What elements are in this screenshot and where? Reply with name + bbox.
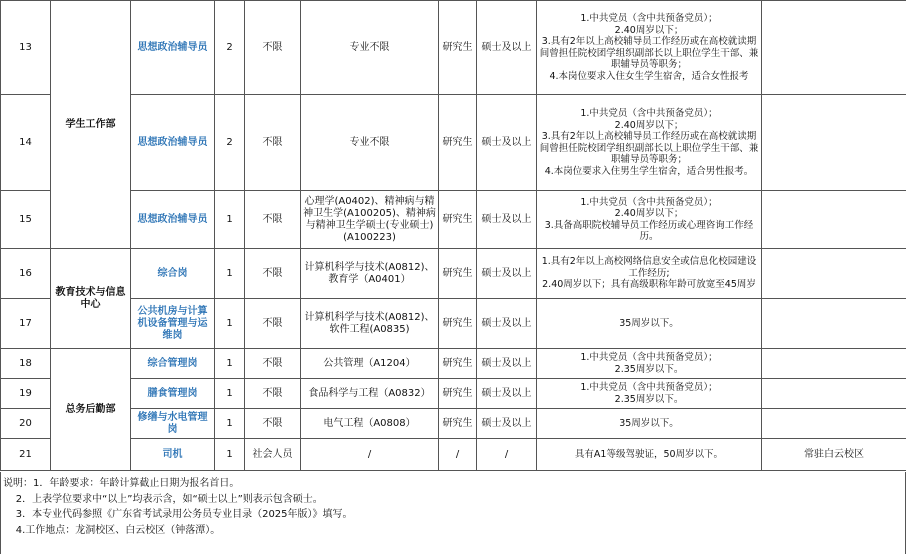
remarks <box>762 1 906 95</box>
requirements: 1.中共党员（含中共预备党员）； 2.35周岁以下。 <box>537 379 762 409</box>
remarks <box>762 379 906 409</box>
requirements: 1.具有2年以上高校网络信息安全或信息化校园建设工作经历; 2.40周岁以下；具有高级职称年龄可放宽至45周岁 <box>537 249 762 299</box>
remarks <box>762 191 906 249</box>
department: 总务后勤部 <box>51 349 131 471</box>
requirements: 1.中共党员（含中共预备党员）； 2.40周岁以下； 3.具有2年以上高校辅导员工作经历或在高校就读期间曾担任院校团学组织副部长以上职位学生干部、兼职辅导员等职务； 4.本岗位要求入住女生学生宿舍，适合女性报考 <box>537 1 762 95</box>
headcount: 1 <box>215 191 245 249</box>
table-row <box>1 349 906 379</box>
position-name: 思想政治辅导员 <box>131 1 215 95</box>
candidate-source: 不限 <box>245 191 301 249</box>
major: 专业不限 <box>301 1 439 95</box>
row-number: 14 <box>1 95 51 191</box>
education: 研究生 <box>439 249 477 299</box>
table-row <box>1 191 906 249</box>
remarks <box>762 299 906 349</box>
headcount: 2 <box>215 95 245 191</box>
department: 教育技术与信息中心 <box>51 249 131 349</box>
requirements: 35周岁以下。 <box>537 299 762 349</box>
major: 专业不限 <box>301 95 439 191</box>
major: 心理学(A0402)、精神病与精神卫生学(A100205)、精神病与精神卫生学硕士(专业硕士)(A100223) <box>301 191 439 249</box>
row-number: 19 <box>1 379 51 409</box>
degree: 硕士及以上 <box>477 249 537 299</box>
major: 食品科学与工程（A0832） <box>301 379 439 409</box>
note-line: 2．上表学位要求中“以上”均表示含，如“硕士以上”则表示包含硕士。 <box>3 493 323 505</box>
department: 学生工作部 <box>51 1 131 249</box>
remarks <box>762 349 906 379</box>
row-number: 20 <box>1 409 51 439</box>
headcount: 2 <box>215 1 245 95</box>
table-row <box>1 439 906 471</box>
table-row <box>1 299 906 349</box>
remarks: 常驻白云校区 <box>762 439 906 471</box>
row-number: 13 <box>1 1 51 95</box>
major: 计算机科学与技术(A0812)、教育学（A0401） <box>301 249 439 299</box>
table-row <box>1 1 906 95</box>
position-name: 思想政治辅导员 <box>131 191 215 249</box>
education: 研究生 <box>439 349 477 379</box>
candidate-source: 不限 <box>245 95 301 191</box>
major: 电气工程（A0808） <box>301 409 439 439</box>
degree: 硕士及以上 <box>477 379 537 409</box>
note-line: 3．本专业代码参照《广东省考试录用公务员专业目录（2025年版）》填写。 <box>3 509 353 520</box>
note-line: 4.工作地点：龙洞校区、白云校区（钟落潭）。 <box>3 524 221 536</box>
major: 计算机科学与技术(A0812)、软件工程(A0835) <box>301 299 439 349</box>
requirements: 35周岁以下。 <box>537 409 762 439</box>
education: 研究生 <box>439 299 477 349</box>
education: 研究生 <box>439 95 477 191</box>
requirements: 1.中共党员（含中共预备党员）； 2.40周岁以下； 3.具备高职院校辅导员工作经历或心理咨询工作经历。 <box>537 191 762 249</box>
education: 研究生 <box>439 191 477 249</box>
headcount: 1 <box>215 349 245 379</box>
table-row <box>1 409 906 439</box>
position-name: 综合岗 <box>131 249 215 299</box>
degree: 硕士及以上 <box>477 409 537 439</box>
remarks <box>762 249 906 299</box>
position-name: 修缮与水电管理岗 <box>131 409 215 439</box>
candidate-source: 不限 <box>245 299 301 349</box>
degree: 硕士及以上 <box>477 349 537 379</box>
position-name: 司机 <box>131 439 215 471</box>
table-row <box>1 95 906 191</box>
degree: / <box>477 439 537 471</box>
candidate-source: 不限 <box>245 249 301 299</box>
requirements: 具有A1等级驾驶证，50周岁以下。 <box>537 439 762 471</box>
major: / <box>301 439 439 471</box>
education: 研究生 <box>439 379 477 409</box>
position-name: 综合管理岗 <box>131 349 215 379</box>
position-name: 公共机房与计算机设备管理与运维岗 <box>131 299 215 349</box>
position-name: 思想政治辅导员 <box>131 95 215 191</box>
table-row <box>1 249 906 299</box>
row-number: 21 <box>1 439 51 471</box>
candidate-source: 社会人员 <box>245 439 301 471</box>
remarks <box>762 95 906 191</box>
row-number: 16 <box>1 249 51 299</box>
note-line: 说明：1．年龄要求：年龄计算截止日期为报名首日。 <box>3 478 240 489</box>
remarks <box>762 409 906 439</box>
candidate-source: 不限 <box>245 349 301 379</box>
candidate-source: 不限 <box>245 1 301 95</box>
table-row <box>1 379 906 409</box>
education: / <box>439 439 477 471</box>
requirements: 1.中共党员（含中共预备党员）； 2.35周岁以下。 <box>537 349 762 379</box>
headcount: 1 <box>215 249 245 299</box>
notes-section <box>0 472 906 554</box>
candidate-source: 不限 <box>245 379 301 409</box>
requirements: 1.中共党员（含中共预备党员）； 2.40周岁以下； 3.具有2年以上高校辅导员工作经历或在高校就读期间曾担任院校团学组织副部长以上职位学生干部、兼职辅导员等职务； 4.本岗位要求入住男生学生宿舍，适合男性报考。 <box>537 95 762 191</box>
degree: 硕士及以上 <box>477 191 537 249</box>
candidate-source: 不限 <box>245 409 301 439</box>
headcount: 1 <box>215 299 245 349</box>
education: 研究生 <box>439 409 477 439</box>
row-number: 18 <box>1 349 51 379</box>
headcount: 1 <box>215 409 245 439</box>
education: 研究生 <box>439 1 477 95</box>
position-name: 膳食管理岗 <box>131 379 215 409</box>
degree: 硕士及以上 <box>477 299 537 349</box>
row-number: 17 <box>1 299 51 349</box>
headcount: 1 <box>215 439 245 471</box>
headcount: 1 <box>215 379 245 409</box>
row-number: 15 <box>1 191 51 249</box>
major: 公共管理（A1204） <box>301 349 439 379</box>
degree: 硕士及以上 <box>477 1 537 95</box>
degree: 硕士及以上 <box>477 95 537 191</box>
